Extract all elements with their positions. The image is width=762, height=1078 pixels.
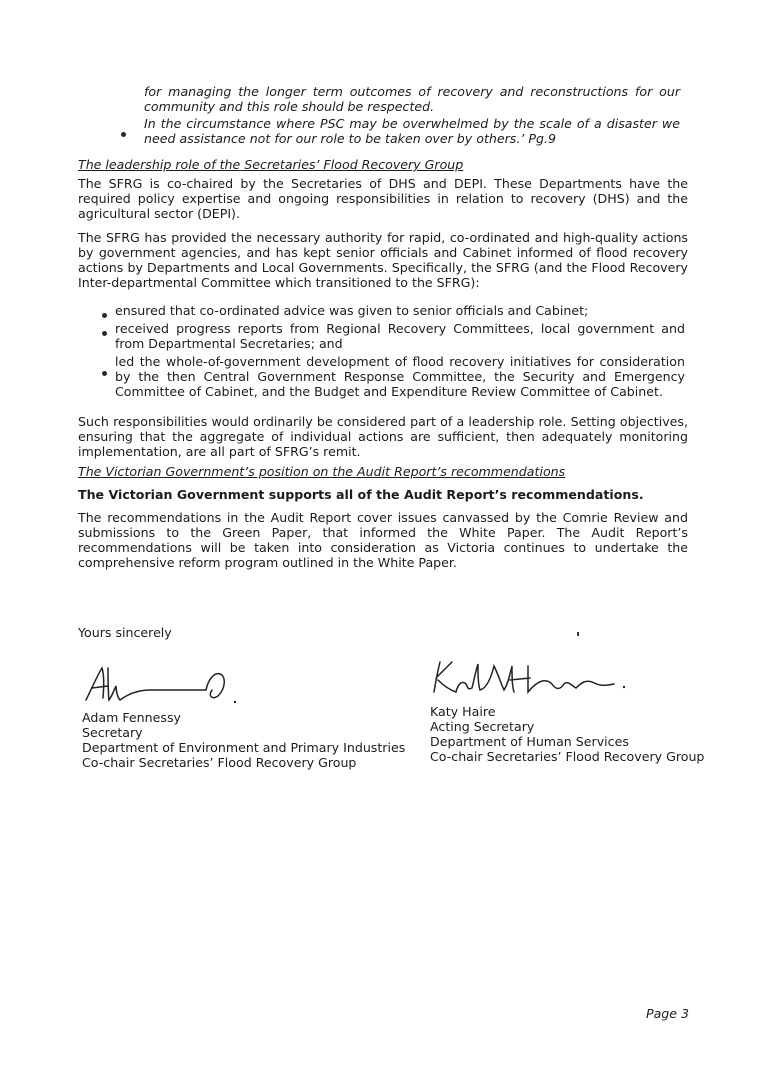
quote-continuation: for managing the longer term outcomes of recovery and reconstructions for our community and this role should be respected.	[144, 84, 680, 114]
paragraph-recommendations: The recommendations in the Audit Report cover issues canvassed by the Comrie Review and submissions to the Green Paper, that informed the White Paper. The Audit Report’s recommendations will be taken into consideration as Victoria continues to undertake the comprehensive reform program outlined in the White Paper.	[78, 510, 688, 570]
quote-bullet: In the circumstance where PSC may be overwhelmed by the scale of a disaster we need assistance not for our role to be taken over by others.’ Pg.9	[144, 116, 680, 146]
signature-katy-haire	[428, 650, 638, 700]
closing-salutation: Yours sincerely	[78, 625, 172, 640]
page-number: Page 3	[646, 1006, 690, 1021]
stray-mark	[577, 632, 579, 636]
paragraph-sfrg-cochair: The SFRG is co-chaired by the Secretaries of DHS and DEPI. These Departments have the required policy expertise and ongoing responsibilities in relation to recovery (DHS) and the agricultural sector (DEPI).	[78, 176, 688, 221]
signatory-right-name: Katy Haire	[430, 704, 496, 719]
bullet-dot	[121, 132, 126, 137]
list-item: led the whole-of-government development of flood recovery initiatives for consideration by the then Central Government Response Committee, the Security and Emergency Committee of Cabinet, and the Budget and Expenditure Review Committee of Cabinet.	[115, 354, 685, 399]
signatory-left-title: Secretary	[82, 725, 143, 740]
paragraph-leadership-role: Such responsibilities would ordinarily be considered part of a leadership role. Setting objectives, ensuring that the aggregate of individual actions are sufficient, then adequately monitoring implementation, are all part of SFRG’s remit.	[78, 414, 688, 459]
section-heading-leadership: The leadership role of the Secretaries’ Flood Recovery Group	[78, 157, 464, 172]
signatory-left-department: Department of Environment and Primary Industries	[82, 740, 406, 755]
signature-adam-fennessy	[78, 660, 248, 710]
signatory-left-name: Adam Fennessy	[82, 710, 181, 725]
signatory-right-department: Department of Human Services	[430, 734, 629, 749]
list-item: ensured that co-ordinated advice was given to senior officials and Cabinet;	[115, 303, 589, 318]
bullet-dot	[102, 313, 107, 318]
bullet-dot	[102, 371, 107, 376]
signatory-right-title: Acting Secretary	[430, 719, 535, 734]
signatory-left	[82, 710, 405, 770]
section-heading-position: The Victorian Government’s position on the Audit Report’s recommendations	[78, 464, 566, 479]
signatory-right	[430, 704, 704, 764]
paragraph-sfrg-authority: The SFRG has provided the necessary authority for rapid, co-ordinated and high-quality actions by government agencies, and has kept senior officials and Cabinet informed of flood recovery actions by Departments and Local Governments. Specifically, the SFRG (and the Flood Recovery Inter-departmental Committee which transitioned to the SFRG):	[78, 230, 688, 290]
list-item	[115, 321, 685, 351]
signatory-right-role: Co-chair Secretaries’ Flood Recovery Group	[430, 749, 705, 764]
bullet-dot	[102, 331, 107, 336]
list-item-text: received progress reports from Regional Recovery Committees, local government and from Departmental Secretaries; and	[115, 321, 685, 351]
signatory-left-role: Co-chair Secretaries’ Flood Recovery Group	[82, 755, 357, 770]
bold-statement: The Victorian Government supports all of the Audit Report’s recommendations.	[78, 487, 644, 502]
